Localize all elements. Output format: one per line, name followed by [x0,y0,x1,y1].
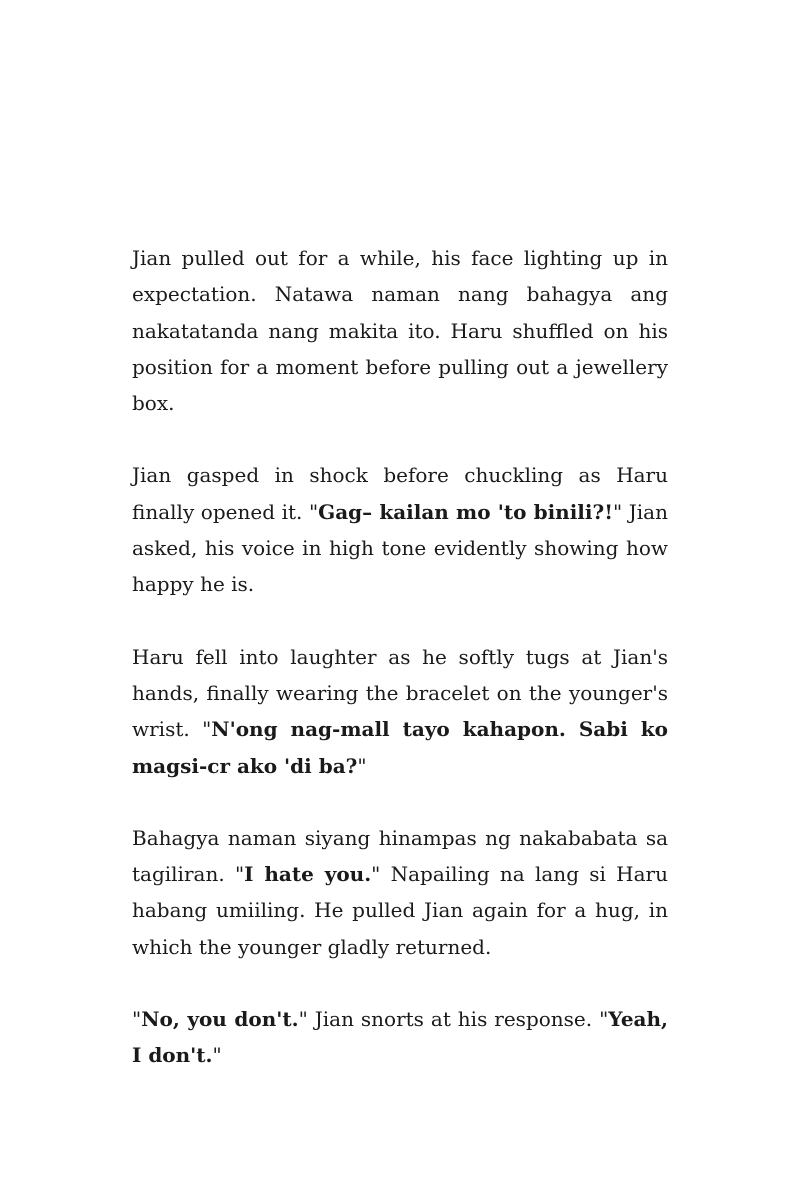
bold-dialogue: Gag– kailan mo 'to binili?! [318,499,613,524]
text-segment: " [212,1043,222,1068]
story-text [132,240,675,1110]
text-segment: " Napailing na lang si Haru habang umiiling. He pulled Jian again for a hug, in which the younger gladly returned. [132,862,675,959]
paragraph-1 [132,240,675,421]
bold-dialogue: Yeah, I don't. [132,1007,675,1068]
text-segment: " [357,753,367,778]
paragraph-3 [132,639,675,784]
text-segment: Bahagya naman siyang hinampas ng nakababata sa tagiliran. " [132,825,675,887]
text-segment: Haru fell into laughter as he softly tugs at Jian's hands, finally wearing the bracelet on the younger's wrist. " [132,644,675,742]
bold-dialogue: No, you don't. [141,1007,299,1032]
paragraph-2 [132,457,675,602]
paragraph-5 [132,1001,675,1074]
bold-dialogue: N'ong nag-mall tayo kahapon. Sabi ko magsi-cr ako 'di ba? [132,717,675,778]
text-segment: " Jian asked, his voice in high tone evidently showing how happy he is. [132,499,675,597]
bold-dialogue: I hate you. [244,862,372,887]
text-segment: " [132,1007,142,1032]
text-segment: " Jian snorts at his response. " [298,1007,609,1032]
text-segment: Jian pulled out for a while, his face lighting up in expectation. Natawa naman nang bahagya ang nakatatanda nang makita ito. Haru shuffled on his position for a moment before pulling out a jewellery box. [132,246,675,416]
text-segment: Jian gasped in shock before chuckling as Haru finally opened it. " [132,463,675,524]
paragraph-4 [132,820,675,965]
